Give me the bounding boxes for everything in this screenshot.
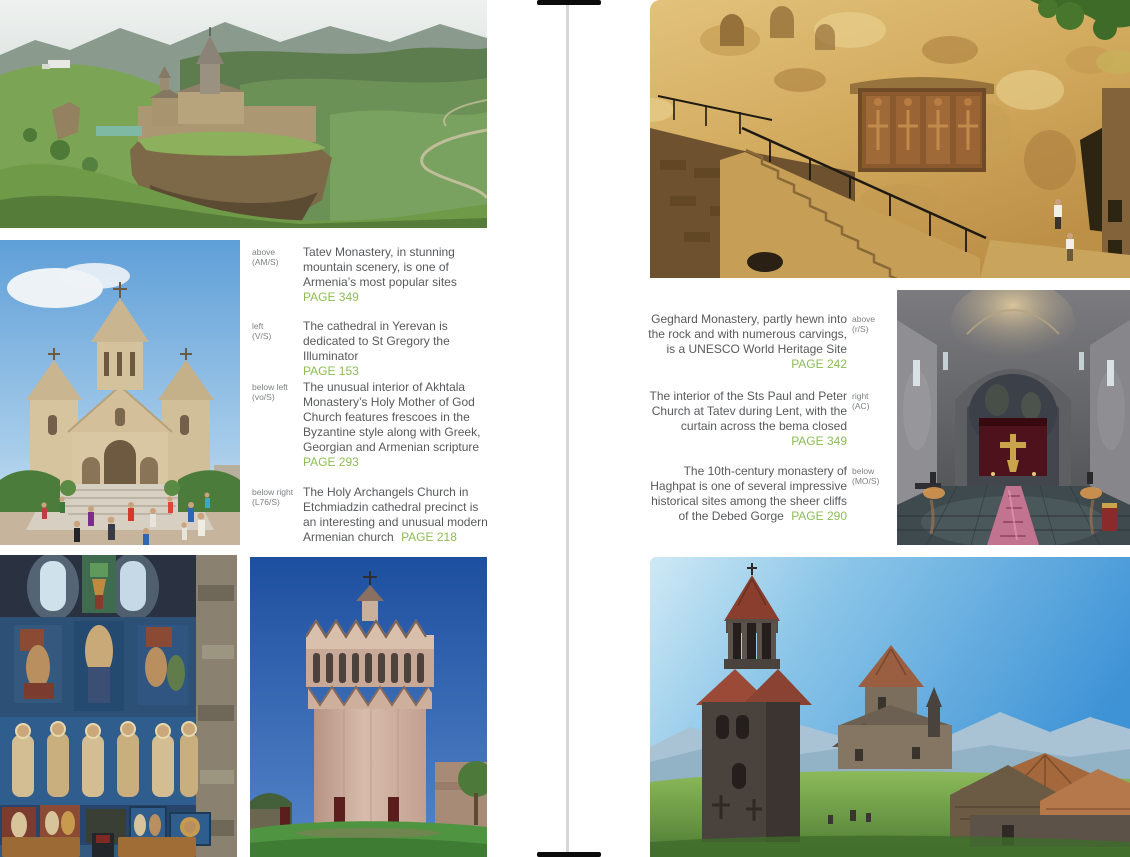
- caption-position-label: left: [252, 321, 264, 331]
- page-reference: PAGE 218: [401, 530, 457, 544]
- caption-holy-archangels: [252, 485, 492, 545]
- page-gutter-line: [566, 0, 569, 857]
- caption-text: The interior of the Sts Paul and Peter Church at Tatev during Lent, with the curtain across the bema closed: [649, 389, 847, 433]
- caption-text: The cathedral in Yerevan is dedicated to St Gregory the Illuminator: [303, 319, 450, 363]
- photo-akhtala-frescoes: [0, 555, 237, 857]
- caption-haghpat-monastery: [648, 464, 890, 524]
- photo-credit: (vo/S): [252, 392, 275, 402]
- page-reference: PAGE 242: [791, 357, 847, 371]
- caption-position-label: right: [852, 391, 869, 401]
- caption-yerevan-cathedral: [252, 319, 492, 379]
- caption-akhtala-frescoes: [252, 380, 492, 470]
- spine-mark-bottom: [537, 852, 601, 857]
- caption-text: Tatev Monastery, in stunning mountain scenery, is one of Armenia’s most popular sites: [303, 245, 457, 289]
- caption-text: The 10th-century monastery of Haghpat is one of several impressive historical sites among the sheer cliffs of the Debed Gorge: [650, 464, 847, 523]
- page-reference: PAGE 153: [303, 364, 359, 378]
- photo-tatev-monastery: [0, 0, 487, 228]
- page-reference: PAGE 349: [303, 290, 359, 304]
- page-reference: PAGE 293: [303, 455, 359, 469]
- photo-tatev-church-interior: [897, 290, 1130, 545]
- caption-tatev-monastery: [252, 245, 492, 305]
- caption-text: The Holy Archangels Church in Etchmiadzin cathedral precinct is an interesting and unusual modern Armenian church: [303, 485, 488, 544]
- photo-credit: (r/S): [852, 324, 869, 334]
- photo-holy-archangels-church: [250, 557, 487, 857]
- caption-position-label: above: [852, 314, 876, 324]
- page-reference: PAGE 349: [791, 434, 847, 448]
- photo-credit: (AM/S): [252, 257, 279, 267]
- photo-credit: (MO/S): [852, 476, 880, 486]
- page-reference: PAGE 290: [791, 509, 847, 523]
- caption-tatev-interior: [648, 389, 890, 449]
- photo-haghpat-monastery: [650, 557, 1130, 857]
- caption-text: The unusual interior of Akhtala Monastery’s Holy Mother of God Church features frescoes in the Byzantine style along with Greek, Georgian and Armenian scripture: [303, 380, 481, 454]
- photo-geghard-monastery: [650, 0, 1130, 278]
- photo-credit: (V/S): [252, 331, 272, 341]
- spine-mark-top: [537, 0, 601, 5]
- photo-credit: (AC): [852, 401, 870, 411]
- caption-geghard-monastery: [648, 312, 890, 372]
- photo-credit: (L76/S): [252, 497, 280, 507]
- caption-position-label: below right: [252, 487, 294, 497]
- caption-position-label: above: [252, 247, 276, 257]
- caption-position-label: below: [852, 466, 875, 476]
- caption-text: Geghard Monastery, partly hewn into the rock and with numerous carvings, is a UNESCO World Heritage Site: [648, 312, 847, 356]
- caption-position-label: below left: [252, 382, 288, 392]
- photo-yerevan-cathedral: [0, 240, 240, 545]
